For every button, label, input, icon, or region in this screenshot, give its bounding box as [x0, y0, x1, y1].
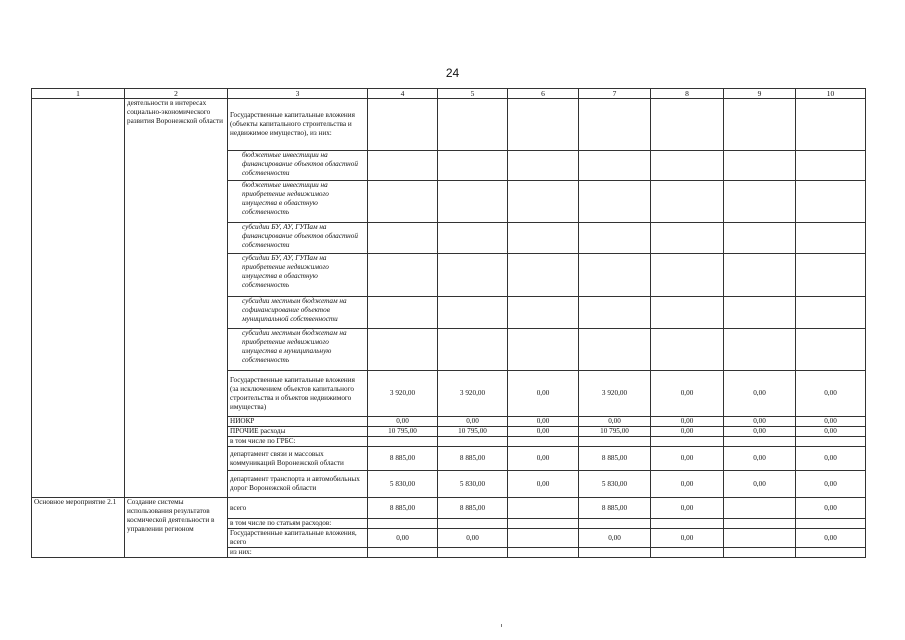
amount-cell: 0,00: [724, 471, 796, 498]
amount-cell: 0,00: [651, 427, 724, 437]
expense-label-cell: Государственные капитальные вложения (за исключением объектов капитального строительства и объектов недвижимого имущества): [228, 371, 368, 417]
amount-cell: [651, 223, 724, 254]
expense-label-cell: субсидии БУ, АУ, ГУПам на финансирование объектов областной собственности: [228, 223, 368, 254]
amount-cell: [796, 99, 866, 151]
amount-cell: [508, 223, 579, 254]
amount-cell: [724, 519, 796, 529]
amount-cell: [368, 223, 438, 254]
amount-cell: 8 885,00: [579, 498, 651, 519]
amount-cell: 0,00: [724, 417, 796, 427]
amount-cell: [508, 254, 579, 297]
amount-cell: [651, 181, 724, 223]
amount-cell: [724, 254, 796, 297]
amount-cell: [508, 529, 579, 548]
amount-cell: 8 885,00: [438, 498, 508, 519]
amount-cell: [651, 151, 724, 181]
amount-cell: [579, 437, 651, 447]
table-row: [32, 99, 866, 151]
amount-cell: [651, 254, 724, 297]
amount-cell: [651, 548, 724, 558]
amount-cell: [508, 181, 579, 223]
amount-cell: 0,00: [796, 417, 866, 427]
event-name-cell: Основное мероприятие 2.1: [32, 498, 125, 558]
amount-cell: 0,00: [651, 417, 724, 427]
amount-cell: [438, 151, 508, 181]
amount-cell: [651, 99, 724, 151]
expense-label-cell: в том числе по ГРБС:: [228, 437, 368, 447]
amount-cell: 0,00: [508, 371, 579, 417]
amount-cell: [579, 548, 651, 558]
header-cell: 6: [508, 89, 579, 99]
amount-cell: 0,00: [368, 529, 438, 548]
amount-cell: [438, 99, 508, 151]
expense-label-cell: Государственные капитальные вложения, всего: [228, 529, 368, 548]
amount-cell: 10 795,00: [438, 427, 508, 437]
amount-cell: 8 885,00: [368, 447, 438, 471]
header-cell: 4: [368, 89, 438, 99]
amount-cell: [796, 223, 866, 254]
header-cell: 3: [228, 89, 368, 99]
amount-cell: 0,00: [724, 447, 796, 471]
amount-cell: 0,00: [724, 371, 796, 417]
amount-cell: [438, 519, 508, 529]
amount-cell: 5 830,00: [438, 471, 508, 498]
amount-cell: 0,00: [438, 529, 508, 548]
expense-label-cell: из них:: [228, 548, 368, 558]
expense-label-cell: департамент связи и массовых коммуникаций Воронежской области: [228, 447, 368, 471]
amount-cell: 0,00: [508, 447, 579, 471]
amount-cell: [438, 254, 508, 297]
amount-cell: 0,00: [796, 427, 866, 437]
table-row: [32, 498, 866, 519]
amount-cell: [796, 329, 866, 371]
amount-cell: 3 920,00: [438, 371, 508, 417]
amount-cell: [724, 437, 796, 447]
amount-cell: 0,00: [651, 371, 724, 417]
expense-label-cell: субсидии местным бюджетам на софинансирование объектов муниципальной собственности: [228, 297, 368, 329]
header-cell: 5: [438, 89, 508, 99]
amount-cell: [796, 181, 866, 223]
amount-cell: 0,00: [796, 498, 866, 519]
amount-cell: [796, 297, 866, 329]
event-description-cell: деятельности в интересах социально-экономического развития Воронежской области: [125, 99, 228, 498]
amount-cell: 0,00: [579, 417, 651, 427]
amount-cell: 8 885,00: [438, 447, 508, 471]
amount-cell: 0,00: [508, 471, 579, 498]
amount-cell: [796, 437, 866, 447]
amount-cell: 0,00: [508, 417, 579, 427]
amount-cell: [796, 548, 866, 558]
amount-cell: [796, 151, 866, 181]
amount-cell: [724, 498, 796, 519]
amount-cell: 8 885,00: [368, 498, 438, 519]
amount-cell: [579, 329, 651, 371]
amount-cell: [724, 297, 796, 329]
amount-cell: [724, 181, 796, 223]
header-row: [32, 89, 866, 99]
amount-cell: [579, 254, 651, 297]
amount-cell: [508, 99, 579, 151]
amount-cell: [508, 519, 579, 529]
amount-cell: 0,00: [796, 471, 866, 498]
amount-cell: [438, 548, 508, 558]
amount-cell: [724, 548, 796, 558]
expense-label-cell: субсидии БУ, АУ, ГУПам на приобретение недвижимого имущества в областную собственность: [228, 254, 368, 297]
amount-cell: 5 830,00: [579, 471, 651, 498]
scan-mark: [501, 624, 502, 627]
amount-cell: 3 920,00: [368, 371, 438, 417]
amount-cell: [579, 519, 651, 529]
header-cell: 2: [125, 89, 228, 99]
amount-cell: [368, 151, 438, 181]
amount-cell: [438, 437, 508, 447]
header-cell: 8: [651, 89, 724, 99]
amount-cell: 0,00: [651, 529, 724, 548]
amount-cell: [651, 519, 724, 529]
expense-label-cell: департамент транспорта и автомобильных дорог Воронежской области: [228, 471, 368, 498]
amount-cell: [368, 548, 438, 558]
amount-cell: 0,00: [508, 427, 579, 437]
amount-cell: [651, 329, 724, 371]
amount-cell: [368, 254, 438, 297]
amount-cell: [796, 254, 866, 297]
amount-cell: [368, 519, 438, 529]
amount-cell: 10 795,00: [579, 427, 651, 437]
amount-cell: [508, 548, 579, 558]
amount-cell: [438, 329, 508, 371]
event-name-cell: [32, 99, 125, 498]
amount-cell: [438, 181, 508, 223]
amount-cell: 0,00: [796, 371, 866, 417]
amount-cell: [508, 329, 579, 371]
amount-cell: [438, 297, 508, 329]
expense-label-cell: Государственные капитальные вложения (объекты капитального строительства и недвижимое имущество), из них:: [228, 99, 368, 151]
event-description-cell: Создание системы использования результатов космической деятельности в управлении регионом: [125, 498, 228, 558]
amount-cell: [579, 181, 651, 223]
expense-label-cell: бюджетные инвестиции на финансирование объектов областной собственности: [228, 151, 368, 181]
amount-cell: [368, 297, 438, 329]
amount-cell: 10 795,00: [368, 427, 438, 437]
amount-cell: [508, 437, 579, 447]
amount-cell: [724, 529, 796, 548]
amount-cell: [651, 437, 724, 447]
amount-cell: [651, 297, 724, 329]
amount-cell: [368, 99, 438, 151]
amount-cell: [438, 223, 508, 254]
amount-cell: 8 885,00: [579, 447, 651, 471]
amount-cell: 0,00: [438, 417, 508, 427]
budget-table: [31, 88, 866, 558]
expense-label-cell: бюджетные инвестиции на приобретение недвижимого имущества в областную собственность: [228, 181, 368, 223]
amount-cell: [368, 437, 438, 447]
amount-cell: [724, 329, 796, 371]
amount-cell: [508, 297, 579, 329]
expense-label-cell: всего: [228, 498, 368, 519]
amount-cell: 0,00: [651, 471, 724, 498]
amount-cell: [508, 151, 579, 181]
expense-label-cell: в том числе по статьям расходов:: [228, 519, 368, 529]
header-cell: 1: [32, 89, 125, 99]
amount-cell: [368, 181, 438, 223]
header-cell: 10: [796, 89, 866, 99]
amount-cell: [368, 329, 438, 371]
amount-cell: 5 830,00: [368, 471, 438, 498]
expense-label-cell: НИОКР: [228, 417, 368, 427]
header-cell: 9: [724, 89, 796, 99]
amount-cell: 0,00: [651, 498, 724, 519]
amount-cell: [724, 99, 796, 151]
amount-cell: [579, 297, 651, 329]
amount-cell: 0,00: [724, 427, 796, 437]
amount-cell: 0,00: [796, 529, 866, 548]
expense-label-cell: ПРОЧИЕ расходы: [228, 427, 368, 437]
amount-cell: 3 920,00: [579, 371, 651, 417]
expense-label-cell: субсидии местным бюджетам на приобретение недвижимого имущества в муниципальную собственность: [228, 329, 368, 371]
amount-cell: 0,00: [579, 529, 651, 548]
page-number: 24: [445, 66, 460, 80]
amount-cell: 0,00: [368, 417, 438, 427]
amount-cell: 0,00: [651, 447, 724, 471]
header-cell: 7: [579, 89, 651, 99]
amount-cell: [579, 223, 651, 254]
amount-cell: 0,00: [796, 447, 866, 471]
amount-cell: [724, 223, 796, 254]
amount-cell: [796, 519, 866, 529]
amount-cell: [724, 151, 796, 181]
amount-cell: [579, 151, 651, 181]
amount-cell: [579, 99, 651, 151]
amount-cell: [508, 498, 579, 519]
